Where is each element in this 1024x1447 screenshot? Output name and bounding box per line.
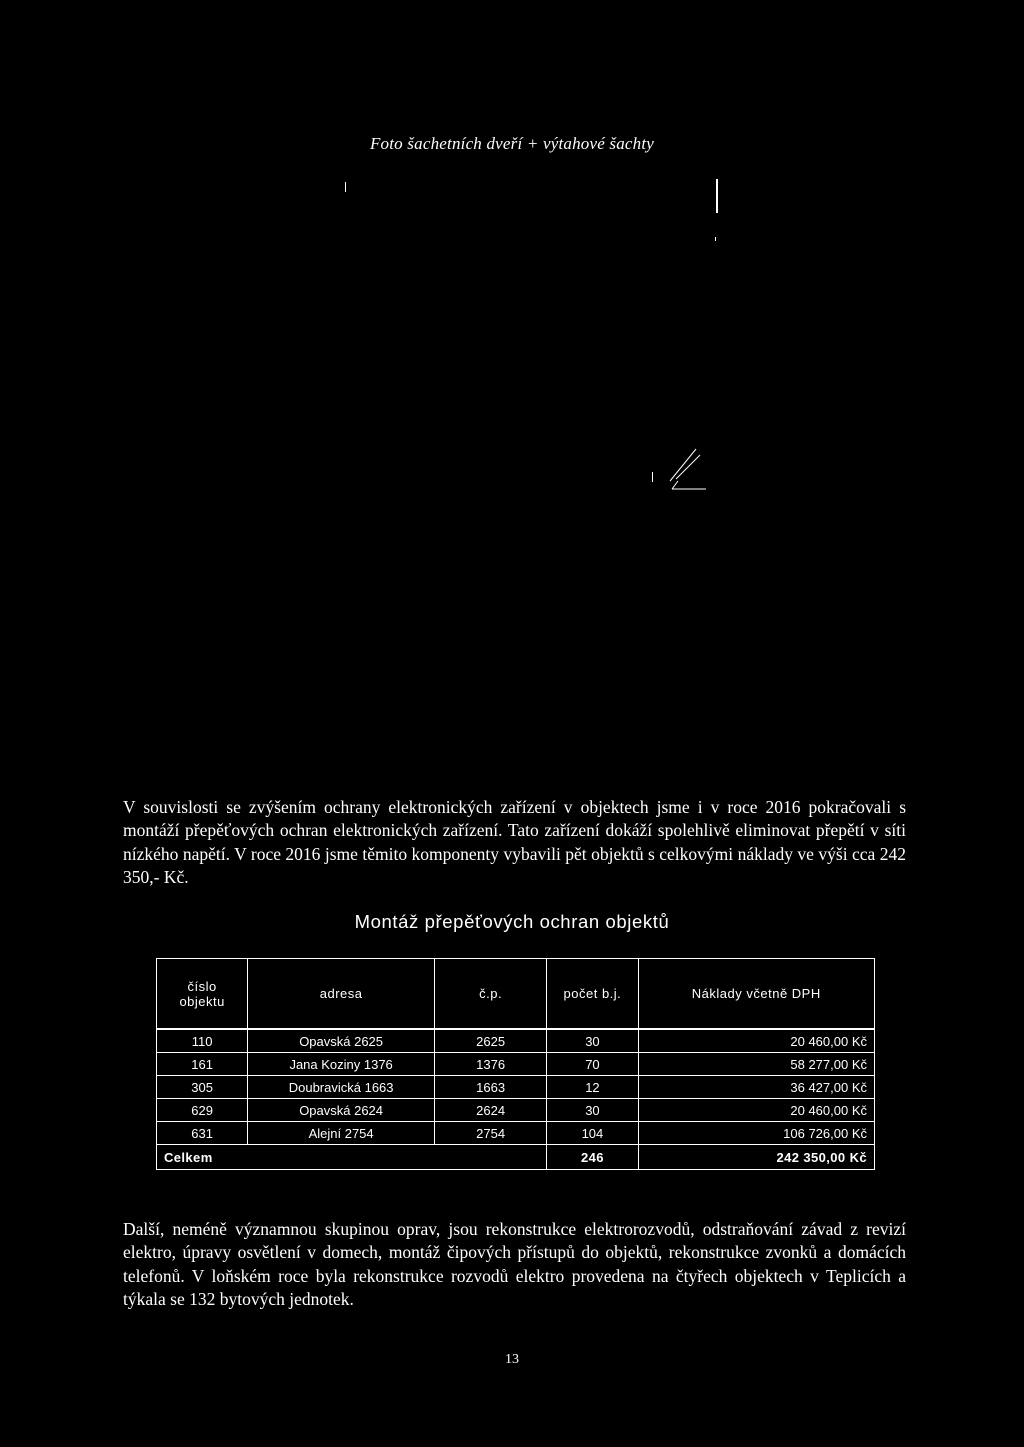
header-adresa: adresa (248, 959, 435, 1030)
cell-naklady: 20 460,00 Kč (638, 1099, 874, 1122)
cell-cislo: 629 (157, 1099, 248, 1122)
cell-cp: 2625 (434, 1029, 546, 1053)
closing-paragraph: Další, neméně významnou skupinou oprav, jsou rekonstrukce elektrorozvodů, odstraňování závad z revizí elektro, úpravy osvětlení v domech, montáž čipových přístupů do objektů, rekonstrukce zvonků a domácích telefonů. V loňském roce byla rekonstrukce rozvodů elektro provedena na čtyřech objektech v Teplicích a týkala se 132 bytových jednotek. (123, 1219, 906, 1309)
photo-artifact-mark (715, 237, 716, 241)
handwritten-stroke (658, 441, 708, 491)
cell-cislo: 161 (157, 1053, 248, 1076)
page-number: 13 (505, 1352, 519, 1367)
cell-adresa: Doubravická 1663 (248, 1076, 435, 1099)
cell-naklady: 20 460,00 Kč (638, 1029, 874, 1053)
cell-pocet: 104 (547, 1122, 638, 1145)
cell-naklady: 106 726,00 Kč (638, 1122, 874, 1145)
cell-naklady: 36 427,00 Kč (638, 1076, 874, 1099)
cell-pocet: 70 (547, 1053, 638, 1076)
photo-artifact-mark (345, 182, 346, 192)
cell-adresa: Opavská 2624 (248, 1099, 435, 1122)
cell-cislo: 305 (157, 1076, 248, 1099)
header-pocet: počet b.j. (547, 959, 638, 1030)
cell-pocet: 12 (547, 1076, 638, 1099)
cell-adresa: Jana Koziny 1376 (248, 1053, 435, 1076)
cell-cp: 1376 (434, 1053, 546, 1076)
table-row (157, 1099, 875, 1122)
table-row (157, 1029, 875, 1053)
surge-protection-table (156, 958, 875, 1170)
cell-cp: 1663 (434, 1076, 546, 1099)
header-naklady: Náklady včetně DPH (638, 959, 874, 1030)
cell-cislo: 110 (157, 1029, 248, 1053)
cell-pocet: 30 (547, 1029, 638, 1053)
table-title: Montáž přepěťových ochran objektů (354, 911, 670, 932)
total-label: Celkem (157, 1145, 547, 1170)
cell-adresa: Opavská 2625 (248, 1029, 435, 1053)
photo-shaft-doors (340, 175, 720, 735)
table-header-row (157, 959, 875, 1030)
cell-pocet: 30 (547, 1099, 638, 1122)
intro-paragraph: V souvislosti se zvýšením ochrany elektronických zařízení v objektech jsme i v roce 2016 pokračovali s montáží přepěťových ochran elektronických zařízení. Tato zařízení dokáží spolehlivě eliminovat přepětí v síti nízkého napětí. V roce 2016 jsme těmito komponenty vybavili pět objektů s celkovými náklady ve výši cca 242 350,- Kč. (123, 797, 906, 887)
cell-cp: 2754 (434, 1122, 546, 1145)
header-cp: č.p. (434, 959, 546, 1030)
header-cislo: číslo objektu (157, 959, 248, 1030)
cell-adresa: Alejní 2754 (248, 1122, 435, 1145)
total-naklady: 242 350,00 Kč (638, 1145, 874, 1170)
total-pocet: 246 (547, 1145, 638, 1170)
cell-naklady: 58 277,00 Kč (638, 1053, 874, 1076)
cell-cp: 2624 (434, 1099, 546, 1122)
photo-artifact-mark (716, 179, 718, 213)
table-row (157, 1122, 875, 1145)
table-row (157, 1053, 875, 1076)
table-total-row (157, 1145, 875, 1170)
photo-artifact-mark (652, 472, 653, 482)
photo-caption: Foto šachetních dveří + výtahové šachty (369, 134, 655, 153)
cell-cislo: 631 (157, 1122, 248, 1145)
table-row (157, 1076, 875, 1099)
